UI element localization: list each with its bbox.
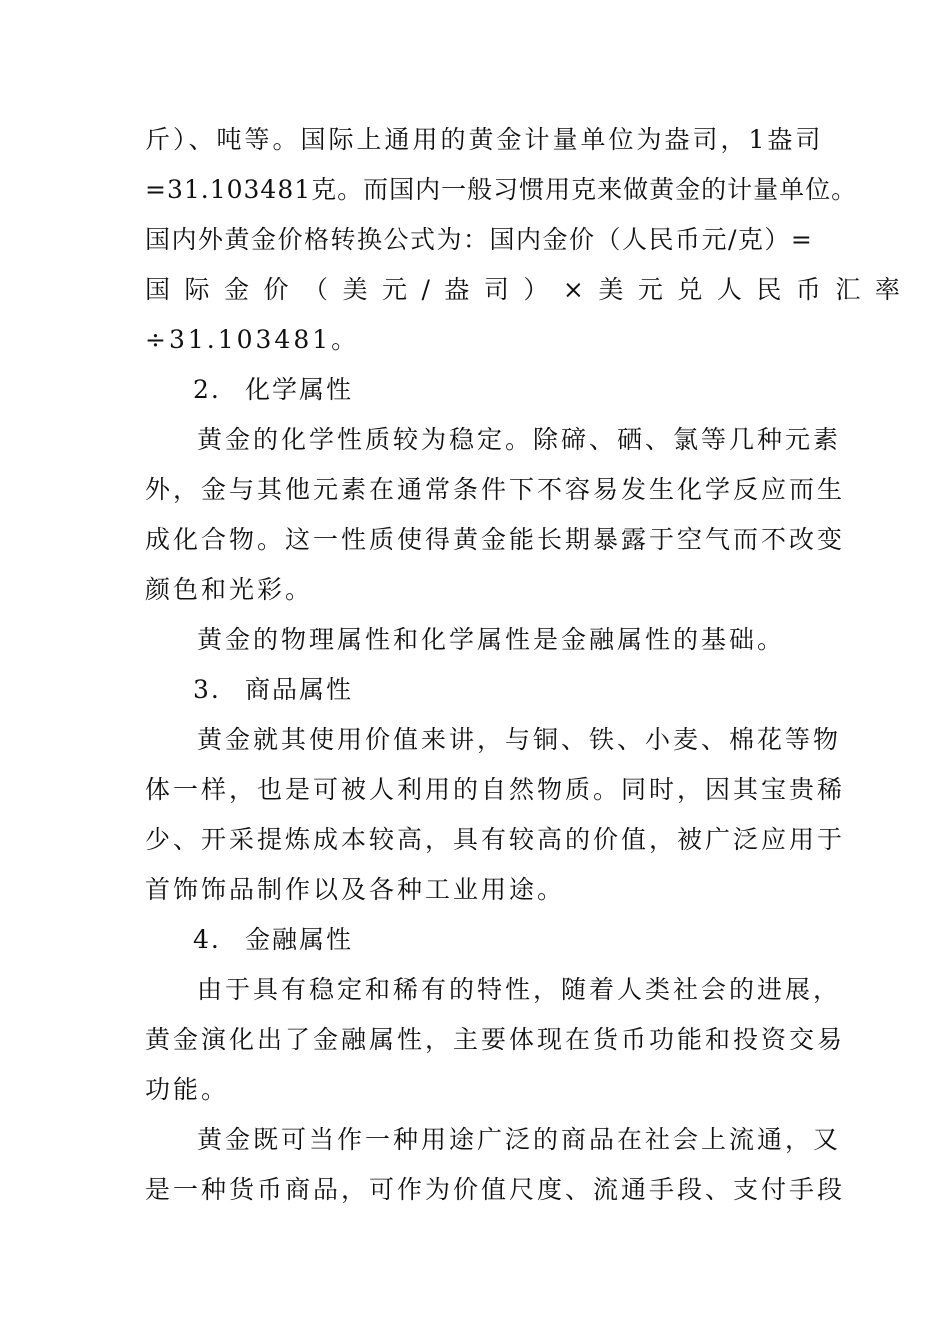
paragraph-line: 少、开采提炼成本较高，具有较高的价值，被广泛应用于 [145, 825, 846, 854]
section-number: 4. [193, 925, 221, 954]
paragraph-line: ÷31.103481。 [145, 325, 360, 354]
paragraph-line: 成化合物。这一性质使得黄金能长期暴露于空气而不改变 [145, 525, 846, 554]
section-title: 化学属性 [245, 375, 354, 404]
section-title: 金融属性 [245, 925, 354, 954]
paragraph-line: 黄金的化学性质较为稳定。除碲、硒、氯等几种元素 [197, 425, 842, 454]
paragraph-line: 颜色和光彩。 [145, 575, 314, 604]
paragraph-line: 国际金价（美元/盎司）×美元兑人民币汇率 [145, 275, 915, 304]
section-heading [193, 370, 353, 410]
paragraph-line: 体一样，也是可被人利用的自然物质。同时，因其宝贵稀 [145, 775, 846, 804]
paragraph-line: 首饰饰品制作以及各种工业用途。 [145, 875, 566, 904]
paragraph-line: 黄金既可当作一种用途广泛的商品在社会上流通，又 [197, 1125, 842, 1154]
section-number: 2. [193, 375, 221, 404]
paragraph-line: 黄金演化出了金融属性，主要体现在货币功能和投资交易 [145, 1025, 846, 1054]
paragraph-line: =31.103481克。而国内一般习惯用克来做黄金的计量单位。 [145, 175, 858, 204]
paragraph-line: 黄金就其使用价值来讲，与铜、铁、小麦、棉花等物 [197, 725, 842, 754]
paragraph-line: 斤）、吨等。国际上通用的黄金计量单位为盎司，1盎司 [145, 125, 824, 154]
paragraph-line: 由于具有稳定和稀有的特性，随着人类社会的进展， [197, 975, 842, 1004]
paragraph-line: 国内外黄金价格转换公式为：国内金价（人民币元/克）= [145, 225, 814, 254]
paragraph-line: 功能。 [145, 1075, 230, 1104]
section-number: 3. [193, 675, 221, 704]
paragraph-line: 黄金的物理属性和化学属性是金融属性的基础。 [197, 625, 786, 654]
section-heading [193, 920, 353, 960]
section-heading [193, 670, 353, 710]
section-title: 商品属性 [245, 675, 354, 704]
paragraph-line: 外，金与其他元素在通常条件下不容易发生化学反应而生 [145, 475, 846, 504]
paragraph-line: 是一种货币商品，可作为价值尺度、流通手段、支付手段 [145, 1175, 846, 1204]
